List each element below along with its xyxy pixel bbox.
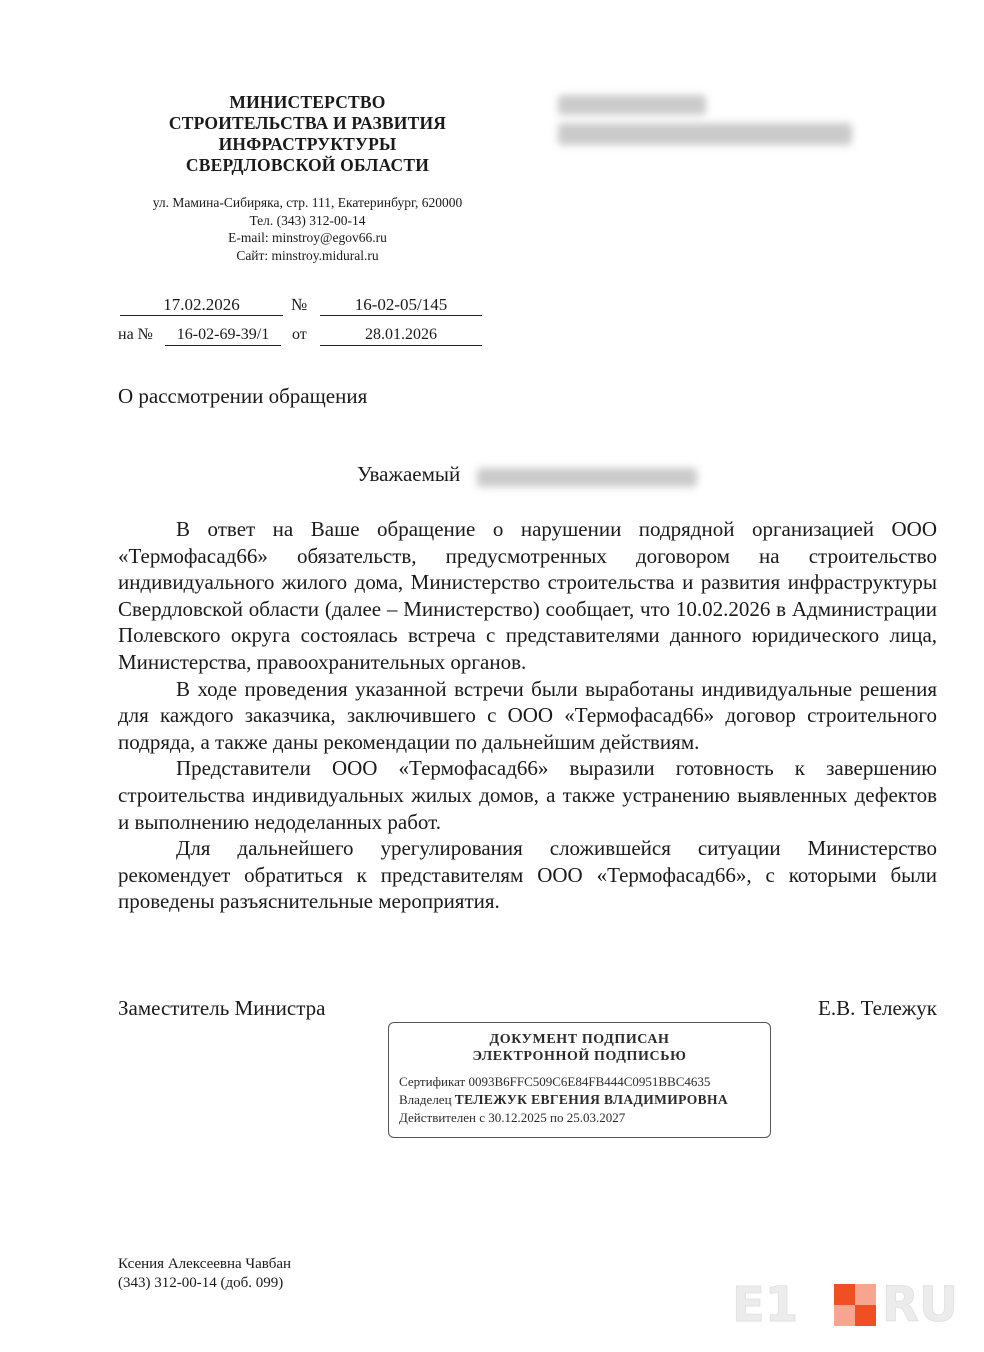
body-line: Представители ООО «Термофасад66» выразили готовность к завершению: [176, 756, 937, 781]
e-signature-stamp: [388, 1022, 771, 1138]
ministry-name-line: ИНФРАСТРУКТУРЫ: [218, 134, 397, 154]
ministry-email: E-mail: minstroy@egov66.ru: [228, 230, 387, 245]
body-line: Для дальнейшего урегулирования сложившейся ситуации Министерство: [176, 836, 937, 861]
body-line: строительного подряда, а также даны рекомендации по дальнейшим действиям.: [118, 703, 938, 754]
body-line: с представителями данного юридического лица, Министерства,: [118, 623, 938, 674]
watermark-square-icon: [834, 1284, 876, 1326]
body-line: В ответ на Ваше обращение о нарушении подрядной организацией: [176, 517, 875, 541]
outgoing-number: 16-02-05/145: [320, 295, 482, 316]
certificate-value: 0093B6FFC509C6E84FB444C0951BBC4635: [468, 1074, 711, 1089]
from-label: от: [292, 326, 307, 343]
redacted-recipient-line-1: [558, 95, 706, 115]
signatory-title: Заместитель Министра: [118, 996, 326, 1020]
body-paragraph-3: [118, 755, 937, 835]
ministry-site: Сайт: minstroy.midural.ru: [236, 247, 379, 263]
owner-label: Владелец: [399, 1092, 452, 1107]
watermark-square-accent: [855, 1305, 876, 1326]
ministry-address: ул. Мамина-Сибиряка, стр. 111, Екатеринбург, 620000: [152, 195, 463, 210]
certificate-label: Сертификат: [399, 1074, 466, 1089]
body-paragraph-2: [118, 676, 937, 756]
body-paragraph-1: [118, 516, 937, 676]
stamp-certificate: [399, 1074, 710, 1090]
body-line: развития инфраструктуры Свердловской области (далее – Министерство): [118, 570, 938, 621]
watermark-ru: RU: [882, 1277, 958, 1333]
executor-phone: (343) 312-00-14 (доб. 099): [118, 1275, 284, 1291]
executor-info: [118, 1255, 291, 1293]
ministry-name-line: МИНИСТЕРСТВО: [229, 92, 386, 112]
stamp-validity: Действителен с 30.12.2025 по 25.03.2027: [399, 1110, 626, 1125]
stamp-heading-line: ЭЛЕКТРОННОЙ ПОДПИСЬЮ: [472, 1049, 687, 1064]
body-line: правоохранительных органов.: [256, 649, 527, 674]
body-line: строительство индивидуального жилого дома, Министерство строительства и: [118, 543, 938, 595]
ministry-phone: Тел. (343) 312-00-14: [249, 212, 366, 228]
watermark-square-accent: [834, 1284, 855, 1305]
owner-value: ТЕЛЕЖУК ЕВГЕНИЯ ВЛАДИМИРОВНА: [454, 1092, 729, 1107]
ministry-name-line: СВЕРДЛОВСКОЙ ОБЛАСТИ: [185, 155, 430, 175]
body-line: рекомендует обратиться к представителям ООО «Термофасад66», с которыми: [118, 862, 877, 887]
letter-subject: О рассмотрении обращения: [118, 384, 368, 408]
in-reply-number: 16-02-69-39/1: [165, 325, 281, 346]
ministry-name-line: СТРОИТЕЛЬСТВА И РАЗВИТИЯ: [168, 113, 447, 133]
ministry-contacts: [120, 194, 495, 264]
body-line: были проведены разъяснительные мероприятия.: [118, 862, 938, 914]
body-line: сообщает, что 10.02.2026 в Администрации Полевского округа состоялась встреча: [118, 596, 938, 648]
body-line: В ходе проведения указанной встречи были выработаны индивидуальные: [176, 676, 853, 701]
ministry-name: [120, 92, 495, 176]
letter-body: [118, 516, 937, 915]
watermark-square-tint: [855, 1284, 876, 1305]
watermark-square-tint: [834, 1305, 855, 1326]
executor-name: Ксения Алексеевна Чавбан: [118, 1256, 292, 1272]
body-line: дефектов и выполнению недоделанных работ.: [118, 782, 938, 834]
number-label: №: [291, 295, 308, 314]
e1-watermark-logo: [732, 1277, 966, 1333]
body-line: ООО «Термофасад66» обязательств, предусмотренных договором на: [118, 517, 938, 568]
stamp-owner: [399, 1092, 728, 1108]
redacted-addressee-name: [477, 468, 697, 487]
watermark-e1: E1: [732, 1277, 799, 1333]
stamp-heading: [389, 1031, 770, 1065]
body-paragraph-4: [118, 835, 937, 915]
in-reply-date: 28.01.2026: [320, 325, 482, 346]
stamp-heading-line: ДОКУМЕНТ ПОДПИСАН: [489, 1032, 670, 1047]
greeting: Уважаемый: [357, 462, 461, 486]
signatory-name: Е.В. Тележук: [818, 996, 937, 1020]
body-line: решения для каждого заказчика, заключившего с ООО «Термофасад66» договор: [118, 676, 937, 728]
redacted-recipient-line-2: [558, 123, 852, 145]
in-reply-label: на №: [118, 326, 153, 343]
body-line: строительства индивидуальных жилых домов, а также устранению выявленных: [118, 782, 848, 807]
outgoing-date: 17.02.2026: [120, 295, 283, 316]
